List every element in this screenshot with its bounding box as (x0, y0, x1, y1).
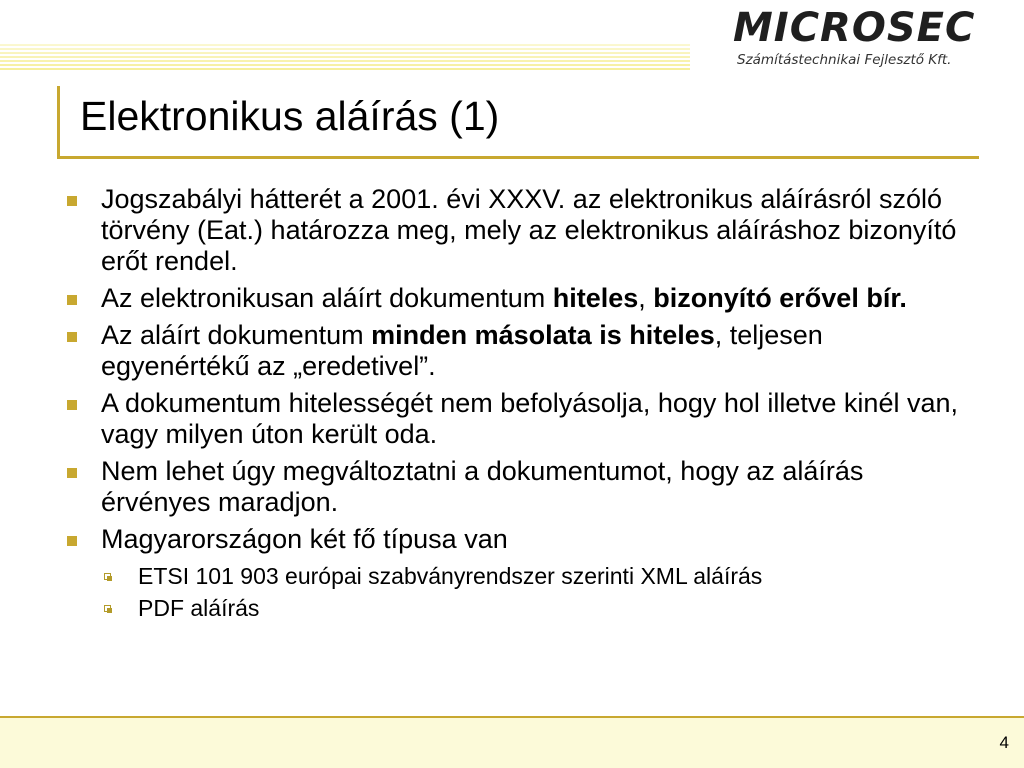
square-bullet-icon (67, 536, 77, 546)
bullet-item (60, 283, 970, 314)
bullet-text: Az aláírt dokumentum (101, 320, 372, 350)
sub-bullet-text: ETSI 101 903 európai szabványrendszer szerinti XML aláírás (138, 563, 763, 589)
square-bullet-icon (67, 400, 77, 410)
bullet-text: , teljesen egyenértékű az „eredetivel”. (101, 320, 823, 381)
bullet-text: Az elektronikusan aláírt dokumentum (101, 283, 553, 313)
bullet-text: Nem lehet úgy megváltoztatni a dokumentumot, hogy az aláírás érvényes maradjon. (101, 456, 864, 517)
title-accent-bar (57, 86, 60, 158)
bullet-text: A dokumentum hitelességét nem befolyásolja, hogy hol illetve kinél van, vagy milyen úton került oda. (101, 388, 958, 449)
logo-subtitle: Számítástechnikai Fejlesztő Kft. (737, 52, 952, 68)
square-bullet-icon (67, 295, 77, 305)
slide-title: Elektronikus aláírás (1) (80, 93, 500, 139)
sub-bullet-text: PDF aláírás (138, 595, 260, 621)
square-bullet-icon (67, 196, 77, 206)
bullet-text: Magyarországon két fő típusa van (101, 524, 508, 554)
bullet-item (60, 388, 970, 450)
bullet-item (60, 456, 970, 518)
footer-band (0, 718, 1024, 768)
header-stripes-fade (0, 44, 690, 70)
hollow-square-bullet-icon (104, 605, 111, 612)
logo-wordmark: MICROSEC (733, 5, 976, 51)
slide-content (60, 184, 970, 623)
sub-bullet-item (60, 593, 970, 623)
bullet-text: , (638, 283, 654, 313)
microsec-logo (733, 6, 1003, 74)
bullet-item (60, 184, 970, 277)
bullet-bold-text: bizonyító erővel bír. (653, 283, 907, 313)
bullet-bold-text: minden másolata is hiteles (371, 320, 715, 350)
page-number: 4 (999, 733, 1009, 752)
bullet-bold-text: hiteles (552, 283, 639, 313)
square-bullet-icon (67, 332, 77, 342)
bullet-item (60, 320, 970, 382)
bullet-item (60, 524, 970, 555)
hollow-square-bullet-icon (104, 573, 111, 580)
sub-bullet-item (60, 561, 970, 591)
title-underline (57, 156, 979, 159)
square-bullet-icon (67, 468, 77, 478)
bullet-text: Jogszabályi hátterét a 2001. évi XXXV. az elektronikus aláírásról szóló törvény (Eat.) határozza meg, mely az elektronikus aláíráshoz bizonyító erőt rendel. (101, 184, 957, 276)
